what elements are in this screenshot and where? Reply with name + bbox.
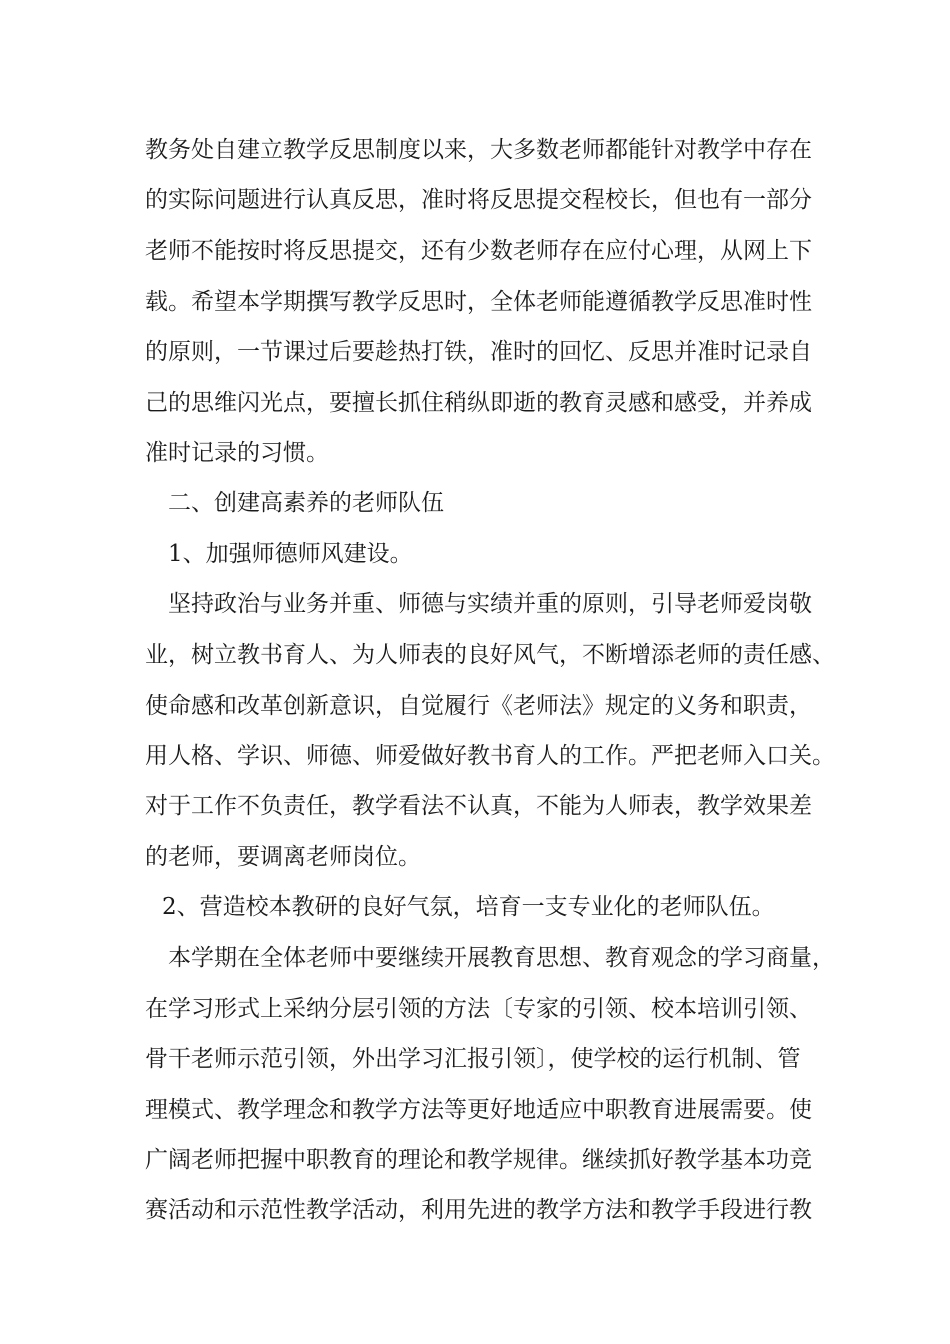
subsection-heading: 1、加强师德师风建设。: [168, 541, 413, 567]
paragraph-line: 老师不能按时将反思提交，还有少数老师存在应付心理，从网上下: [145, 238, 812, 264]
paragraph-line: 在学习形式上采纳分层引领的方法〔专家的引领、校本培训引领、: [145, 996, 812, 1022]
paragraph-line: 本学期在全体老师中要继续开展教育思想、教育观念的学习商量，: [168, 945, 835, 971]
paragraph-line: 业，树立教书育人、为人师表的良好风气，不断增添老师的责任感、: [145, 642, 835, 668]
paragraph-line: 教务处自建立教学反思制度以来，大多数老师都能针对教学中存在: [145, 137, 812, 163]
paragraph-line: 广阔老师把握中职教育的理论和教学规律。继续抓好教学基本功竞: [145, 1147, 812, 1173]
subsection-heading: 2、营造校本教研的良好气氛，培育一支专业化的老师队伍。: [162, 894, 775, 920]
paragraph-line: 载。希望本学期撰写教学反思时，全体老师能遵循教学反思准时性: [145, 289, 812, 315]
section-heading: 二、创建高素养的老师队伍: [168, 490, 444, 516]
paragraph-line: 的老师，要调离老师岗位。: [145, 844, 421, 870]
paragraph-line: 己的思维闪光点，要擅长抓住稍纵即逝的教育灵感和感受，并养成: [145, 390, 812, 416]
paragraph-line: 对于工作不负责任，教学看法不认真，不能为人师表，教学效果差: [145, 793, 812, 819]
paragraph-line: 理模式、教学理念和教学方法等更好地适应中职教育进展需要。使: [145, 1097, 812, 1123]
paragraph-line: 的实际问题进行认真反思，准时将反思提交程校长，但也有一部分: [145, 187, 812, 213]
paragraph-line: 使命感和改革创新意识，自觉履行《老师法》规定的义务和职责，: [145, 693, 812, 719]
paragraph-line: 骨干老师示范引领，外出学习汇报引领〕，使学校的运行机制、管: [145, 1046, 801, 1072]
paragraph-line: 赛活动和示范性教学活动，利用先进的教学方法和教学手段进行教: [145, 1197, 812, 1223]
paragraph-line: 准时记录的习惯。: [145, 440, 329, 466]
paragraph-line: 用人格、学识、师德、师爱做好教书育人的工作。严把老师入口关。: [145, 743, 835, 769]
paragraph-line: 的原则，一节课过后要趁热打铁，准时的回忆、反思并准时记录自: [145, 339, 812, 365]
paragraph-line: 坚持政治与业务并重、师德与实绩并重的原则，引导老师爱岗敬: [168, 591, 812, 617]
